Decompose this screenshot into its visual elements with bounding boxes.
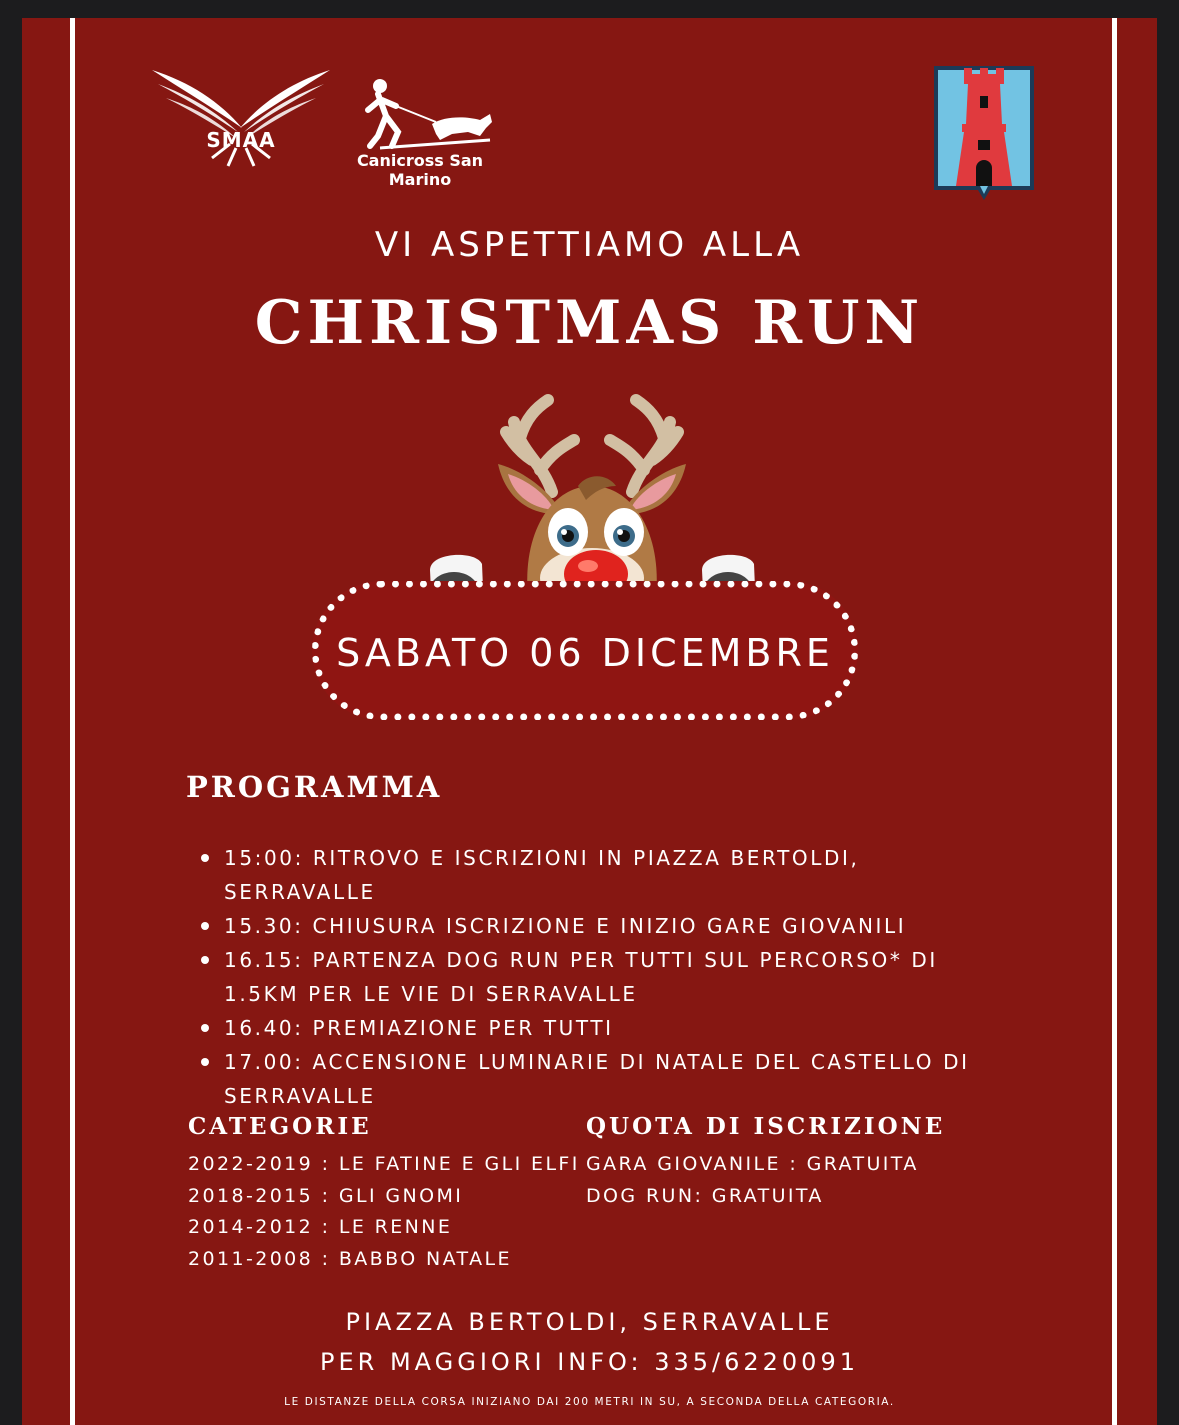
program-item: 17.00: ACCENSIONE LUMINARIE DI NATALE DEL CASTELLO DI SERRAVALLE — [198, 1045, 998, 1113]
fee-item: GARA GIOVANILE : GRATUITA — [586, 1153, 919, 1175]
category-item: 2014-2012 : LE RENNE — [188, 1216, 453, 1238]
program-item: 15:00: RITROVO E ISCRIZIONI IN PIAZZA BERTOLDI, SERRAVALLE — [198, 841, 998, 909]
category-item: 2011-2008 : BABBO NATALE — [188, 1247, 512, 1270]
distance-footnote: LE DISTANZE DELLA CORSA INIZIANO DAI 200 METRI IN SU, A SECONDA DELLA CATEGORIA. — [284, 1396, 895, 1408]
smaa-logo-text: SMAA — [206, 128, 276, 152]
program-item: 16.40: PREMIAZIONE PER TUTTI — [198, 1011, 998, 1045]
event-title: CHRISTMAS RUN — [254, 288, 925, 358]
canicross-logo-text: Canicross San Marino — [356, 151, 484, 189]
event-date: SABATO 06 DICEMBRE — [336, 631, 834, 675]
category-item: 2022-2019 : LE FATINE E GLI ELFI — [188, 1153, 580, 1175]
invitation-subtitle: VI ASPETTIAMO ALLA — [374, 225, 805, 265]
date-banner — [312, 581, 858, 720]
contact-info: PER MAGGIORI INFO: 335/6220091 — [320, 1348, 859, 1376]
categories-heading: CATEGORIE — [188, 1113, 372, 1140]
reindeer-icon — [402, 382, 782, 612]
event-poster — [22, 18, 1157, 1425]
fees-list — [586, 1149, 919, 1212]
categories-list — [188, 1149, 580, 1275]
serravalle-crest — [932, 64, 1036, 202]
program-item: 15.30: CHIUSURA ISCRIZIONE E INIZIO GARE GIOVANILI — [198, 909, 998, 943]
winged-logo-icon — [150, 66, 332, 168]
fee-item: DOG RUN: GRATUITA — [586, 1184, 824, 1207]
smaa-logo — [150, 66, 332, 168]
event-address: PIAZZA BERTOLDI, SERRAVALLE — [345, 1308, 834, 1336]
program-list — [198, 841, 998, 1113]
tower-crest-icon — [932, 64, 1036, 202]
program-heading: PROGRAMMA — [186, 770, 443, 804]
runner-with-dog-icon — [340, 76, 500, 150]
canicross-logo — [340, 76, 500, 189]
fees-heading: QUOTA DI ISCRIZIONE — [586, 1113, 946, 1140]
reindeer-illustration — [402, 382, 782, 612]
program-item: 16.15: PARTENZA DOG RUN PER TUTTI SUL PERCORSO* DI 1.5KM PER LE VIE DI SERRAVALLE — [198, 943, 998, 1011]
category-item: 2018-2015 : GLI GNOMI — [188, 1184, 464, 1207]
